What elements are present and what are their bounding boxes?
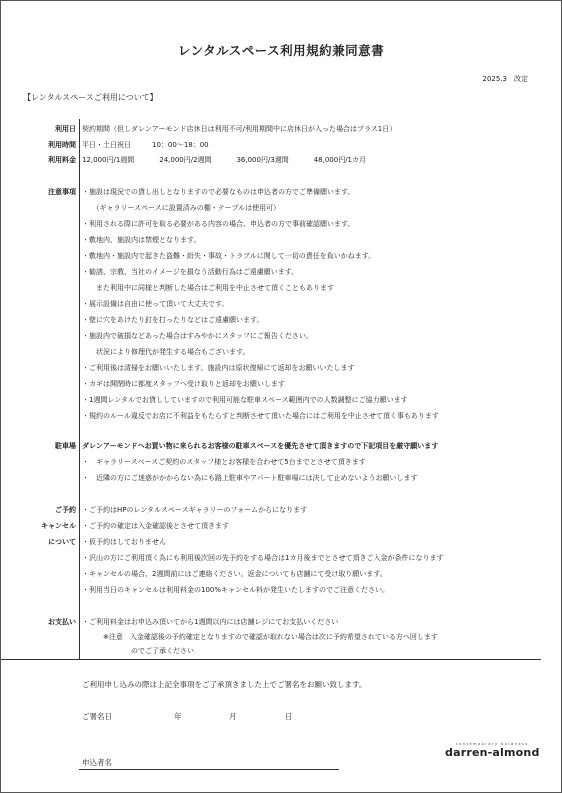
usage-period-value: 契約期間（但しダレンアーモンド店休日は利用不可/利用期間中に店休日が入った場合はプラス1日） [82, 125, 397, 133]
usage-fee-list [82, 155, 366, 165]
applicant-name-label: 申込者名 [82, 758, 112, 767]
fee-2-weeks: 24,000円/2週間 [159, 156, 212, 164]
booking-item: ・ご予約はHPのレンタルスペースギャラリーのフォームからになります [82, 506, 308, 514]
label-column-divider [79, 119, 80, 659]
booking-label-line-1: ご予約 [55, 506, 76, 514]
notes-label: 注意事項 [48, 188, 76, 196]
note-item: ・壁に穴をあけたり釘を打ったりなどはご遠慮願います。 [82, 316, 264, 324]
usage-fee-label: 利用料金 [48, 156, 76, 164]
note-item: ・展示設備は自由に使って頂いて大丈夫です。 [82, 300, 229, 308]
payment-item: のでご了承ください [82, 647, 194, 655]
note-item: ・ご利用後は清掃をお願いいたします。施設内は原状復帰にて返却をお願いいたします [82, 364, 355, 372]
booking-item: ・沢山の方にご利用頂く為にも利用後次回の先予約をする場合は1カ月後までとさせて頂きご入金が条件になります [82, 554, 444, 562]
payment-item: ※注意 入金確認後の予約確定となりますので確認が取れない場合は次に予約希望されている方へ回します [82, 633, 438, 641]
fee-1-week: 12,000円/1週間 [82, 156, 135, 164]
signature-month-label: 月 [229, 712, 237, 721]
section-divider [1, 659, 541, 660]
note-item: ・敷地内・施設内で起きた盗難・紛失・事故・トラブルに関して一切の責任を負いかねます。 [82, 252, 376, 260]
note-item: ・施設内で破損などあった場合はすみやかにスタッフにご報告ください。 [82, 332, 313, 340]
parking-label: 駐車場 [55, 442, 76, 450]
payment-item: ・ご利用料金はお申込み頂いてから1週間以内には店舗レジにてお支払いください [82, 618, 339, 626]
booking-item: ・利用当日のキャンセルは利用料金の100%キャンセル料が発生いたしますのでご注意ください。 [82, 586, 390, 594]
note-item: 状況により修理代が発生する場合もございます。 [82, 348, 250, 356]
consent-text: ご利用申し込みの際は上記全事項をご了承頂きました上でご署名をお願い致します。 [82, 680, 367, 689]
note-item: （ギャラリースペースに設置済みの棚・テーブルは使用可） [82, 204, 281, 212]
document-title: レンタルスペース利用規約兼同意書 [177, 43, 385, 58]
note-item: ・施設は現況での貸し出しとなりますので必要なものは申込者の方でご準備願います。 [82, 188, 355, 196]
usage-hours-value: 平日・土日祝日 10：00〜18：00 [82, 141, 209, 149]
usage-hours-label: 利用時間 [48, 141, 76, 149]
signature-year-label: 年 [174, 712, 182, 721]
parking-headline: ダレンアーモンドへお買い物に来られるお客様の駐車スペースを優先させて頂きますので下記項目を厳守願います [82, 442, 439, 450]
note-item: ・規約のルール違反でお店に不利益をもたらすと判断させて頂いた場合にはご利用を中止させて頂く事もあります [82, 412, 439, 420]
fee-3-weeks: 36,000円/3週間 [236, 156, 289, 164]
brand-logo-subtitle: contemporary boldness [455, 742, 529, 746]
note-item: また利用中に同様と判断した場合はご利用を中止させて頂くこともあります [82, 284, 334, 292]
booking-item: ・キャンセルの場合、2週間前にはご連絡ください。返金についても店舗にて受け取り願います。 [82, 570, 387, 578]
usage-period-label: 利用日 [55, 125, 76, 133]
note-item: ・敷地内、施設内は禁煙となります。 [82, 236, 201, 244]
booking-item: ・仮予約はしておりません [82, 538, 166, 546]
signature-date-label: ご署名日 [82, 712, 112, 721]
note-item: ・カギは開閉時に都度スタッフへ受け取りと返却をお願いします [82, 380, 285, 388]
fee-1-month: 48,000円/1カ月 [313, 156, 367, 164]
signature-day-label: 日 [285, 712, 293, 721]
revision-date: 2025.3 改定 [482, 75, 528, 83]
section-heading: 【レンタルスペースご利用について】 [23, 93, 158, 102]
parking-item: ・ ギャラリースペースご契約のスタッフ様とお客様を合わせて5台までとさせて頂きます [82, 458, 366, 466]
booking-label-line-3: について [48, 538, 76, 546]
note-item: ・1週間レンタルでお貸ししていますので利用可能な駐車スペース範囲内での人数調整にご協力願います [82, 396, 408, 404]
brand-logo [445, 742, 540, 759]
note-item: ・勧誘、宗教、当社のイメージを損なう活動行為はご遠慮願います。 [82, 268, 299, 276]
payment-label: お支払い [48, 618, 76, 626]
applicant-signature-line [79, 769, 339, 770]
parking-item: ・ 近隣の方にご迷惑がかからない為にも路上駐車やアパート駐車場には決して止めないようお願いします [82, 474, 418, 482]
brand-logo-name: darren-almond [445, 746, 540, 759]
booking-item: ・ご予約の確定は入金確認後とさせて頂きます [82, 522, 229, 530]
note-item: ・利用される際に許可を取る必要がある内容の場合、申込者の方で事前確認願います。 [82, 220, 355, 228]
booking-label-line-2: キャンセル [41, 522, 76, 530]
